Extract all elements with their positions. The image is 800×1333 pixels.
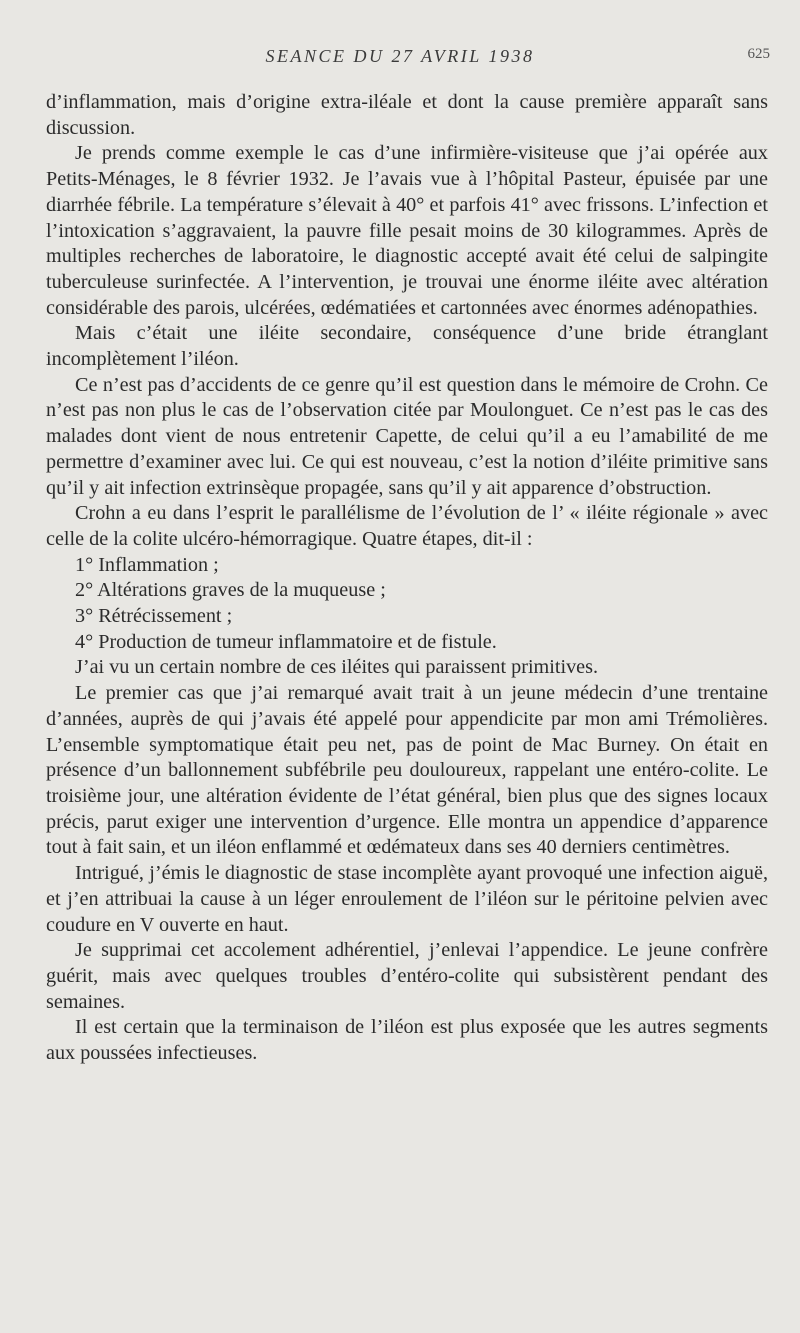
paragraph: d’inflammation, mais d’origine extra-iléale et dont la cause première apparaît sans discussion. xyxy=(46,91,768,139)
paragraph: Je supprimai cet accolement adhérentiel, j’enlevai l’appendice. Le jeune confrère guérit, mais avec quelques troubles d’entéro-colite qui subsistèrent pendant des semaines. xyxy=(46,939,768,1013)
paragraph: Le premier cas que j’ai remarqué avait trait à un jeune médecin d’une trentaine d’années, auprès de qui j’avais été appelé pour appendicite par mon ami Trémolières. L’ensemble symptomatique était peu net, pas de point de Mac Burney. On était en présence d’un ballonnement subfébrile peu douloureux, rappelant une entéro-colite. Le troisième jour, une altération évidente de l’état général, bien plus que des signes locaux précis, parut exiger une intervention d’urgence. Elle montra un appendice d’apparence tout à fait sain, et un iléon enflammé et œdémateux dans ses 40 derniers centimètres. xyxy=(46,682,768,859)
paragraph: J’ai vu un certain nombre de ces iléites qui paraissent primitives. xyxy=(75,656,599,679)
paragraph: Il est certain que la terminaison de l’iléon est plus exposée que les autres segments aux poussées infectieuses. xyxy=(46,1016,768,1065)
paragraph: Ce n’est pas d’accidents de ce genre qu’il est question dans le mémoire de Crohn. Ce n’est pas non plus le cas de l’observation citée par Moulonguet. Ce n’est pas le cas des malades dont vient de nous entretenir Capette, de celui qu’il a eu l’amabilité de me permettre d’examiner avec lui. Ce qui est nouveau, c’est la notion d’iléite primitive sans qu’il y ait infection extrinsèque propagée, sans qu’il y ait apparence d’obstruction. xyxy=(46,373,768,499)
page-number: 625 xyxy=(747,46,770,62)
paragraph: Crohn a eu dans l’esprit le parallélisme de l’évolution de l’ « iléite régionale » avec celle de la colite ulcéro-hémorragique. Quatre étapes, dit-il : xyxy=(46,502,768,550)
paragraph: Je prends comme exemple le cas d’une infirmière-visiteuse que j’ai opérée aux Petits-Ménages, le 8 février 1932. Je l’avais vue à l’hôpital Pasteur, épuisée par une diarrhée fébrile. La température s’élevait à 40° et parfois 41° avec frissons. L’infection et l’intoxication s’aggravaient, la pauvre fille pesait moins de 30 kilogrammes. Après de multiples recherches de laboratoire, le diagnostic accepté avait été celui de salpingite tuberculeuse surinfectée. A l’intervention, je trouvai une énorme iléite avec altération considérable des parois, ulcérées, œdématiées et cartonnées avec énormes adénopathies. xyxy=(46,142,768,319)
list-item: 1° Inflammation ; xyxy=(75,553,219,576)
running-header xyxy=(0,46,800,70)
paragraph: Intrigué, j’émis le diagnostic de stase incomplète ayant provoqué une infection aiguë, et j’en attribuai la cause à un léger enroulement de l’iléon sur le péritoine pelvien avec coudure en V ouverte en haut. xyxy=(46,862,768,936)
list-item: 4° Production de tumeur inflammatoire et de fistule. xyxy=(75,630,497,653)
body-text xyxy=(46,90,768,1067)
list-item: 2° Altérations graves de la muqueuse ; xyxy=(75,579,386,602)
paragraph: Mais c’était une iléite secondaire, conséquence d’une bride étranglant incomplètement l’iléon. xyxy=(46,322,768,371)
list-item: 3° Rétrécissement ; xyxy=(75,605,233,628)
running-title: SEANCE DU 27 AVRIL 1938 xyxy=(265,46,535,66)
